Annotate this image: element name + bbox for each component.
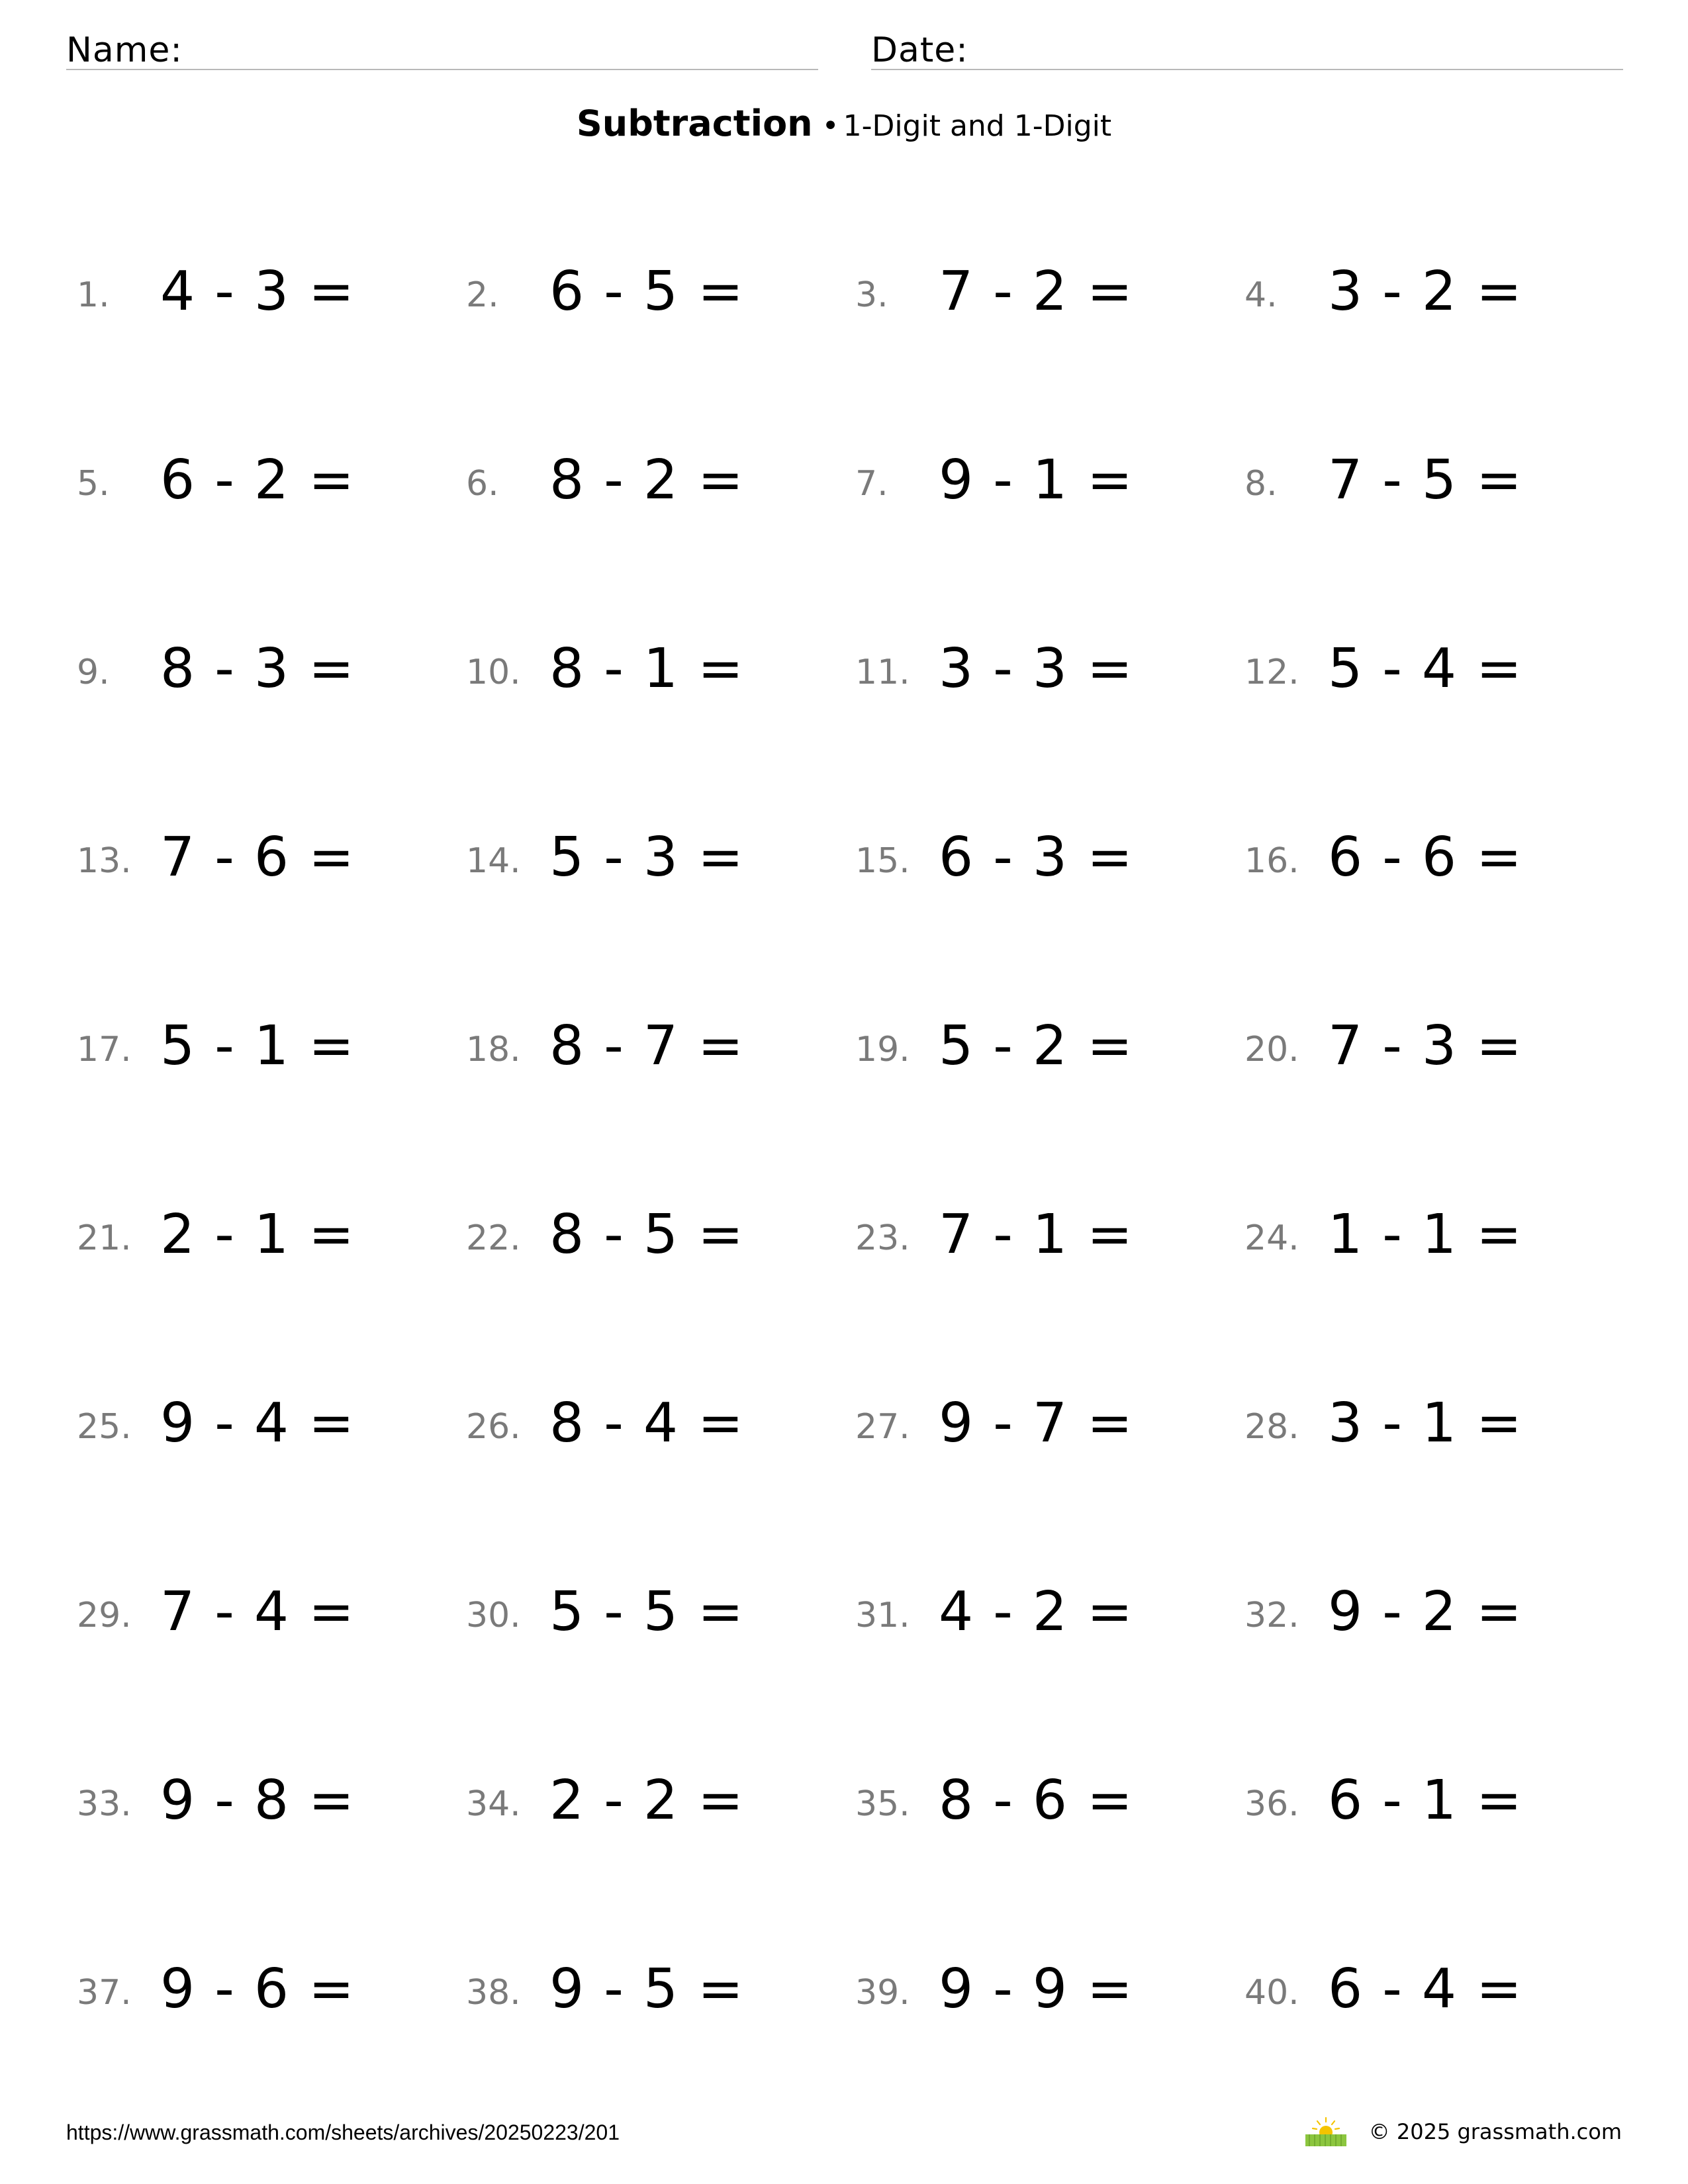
problem-item [77,622,466,702]
problem-expression: 6 - 1 = [1328,1769,1523,1832]
problem-expression: 8 - 4 = [549,1392,745,1455]
problem-expression: 7 - 2 = [939,260,1134,323]
problem-number: 25. [77,1407,132,1447]
problem-number: 32. [1244,1596,1299,1635]
problem-expression: 8 - 5 = [549,1203,745,1266]
title-separator: • [821,109,839,143]
problem-number: 39. [855,1973,910,2013]
problem-item [1244,245,1634,324]
problem-item [1244,811,1634,890]
name-label: Name: [66,30,183,70]
problem-expression: 5 - 2 = [939,1015,1134,1077]
worksheet-title [0,103,1688,144]
problem-item [77,1565,466,1645]
problem-number: 27. [855,1407,910,1447]
problem-expression: 8 - 7 = [549,1015,745,1077]
problem-number: 10. [466,653,521,692]
footer-brand [1303,2115,1622,2148]
name-field[interactable] [66,25,818,70]
problem-expression: 5 - 3 = [549,826,745,889]
problem-expression: 8 - 1 = [549,637,745,700]
problem-number: 36. [1244,1784,1299,1824]
problem-expression: 2 - 2 = [549,1769,745,1832]
problem-expression: 4 - 2 = [939,1580,1134,1643]
problem-item [1244,999,1634,1079]
problem-item [1244,622,1634,702]
problem-item [855,1188,1244,1267]
problem-expression: 3 - 3 = [939,637,1134,700]
problem-item [1244,1377,1634,1456]
problem-item [1244,1565,1634,1645]
problem-item [466,1565,855,1645]
problem-expression: 6 - 6 = [1328,826,1523,889]
problem-item [77,1188,466,1267]
problem-number: 9. [77,653,110,692]
problem-expression: 4 - 3 = [160,260,355,323]
problem-expression: 1 - 1 = [1328,1203,1523,1266]
footer-url: https://www.grassmath.com/sheets/archives/20250223/201 [66,2120,620,2144]
problem-number: 15. [855,841,910,881]
problem-number: 1. [77,275,110,315]
problem-item [855,1565,1244,1645]
problem-number: 18. [466,1030,521,1069]
problem-number: 19. [855,1030,910,1069]
problem-expression: 3 - 2 = [1328,260,1523,323]
problem-number: 20. [1244,1030,1299,1069]
problem-number: 40. [1244,1973,1299,2013]
problem-item [855,1754,1244,1833]
problem-item [466,1754,855,1833]
problem-expression: 9 - 1 = [939,449,1134,512]
problem-number: 30. [466,1596,521,1635]
problem-number: 23. [855,1218,910,1258]
problem-item [77,999,466,1079]
problem-expression: 9 - 8 = [160,1769,355,1832]
problem-number: 35. [855,1784,910,1824]
problem-item [466,433,855,513]
problem-item [1244,433,1634,513]
problem-item [77,1754,466,1833]
problem-item [855,999,1244,1079]
grass-sun-logo-icon [1303,2116,1349,2148]
problem-item [466,1188,855,1267]
problem-item [855,1942,1244,2022]
problem-number: 29. [77,1596,132,1635]
problem-number: 14. [466,841,521,881]
problem-number: 2. [466,275,499,315]
problem-number: 16. [1244,841,1299,881]
problem-item [855,622,1244,702]
date-field[interactable] [871,25,1623,70]
problem-item [1244,1942,1634,2022]
problem-item [466,1377,855,1456]
problem-number: 17. [77,1030,132,1069]
problem-expression: 9 - 6 = [160,1958,355,2021]
problem-number: 7. [855,464,888,504]
problem-item [77,433,466,513]
problem-number: 11. [855,653,910,692]
problem-number: 8. [1244,464,1278,504]
problem-item [77,1377,466,1456]
problem-expression: 7 - 3 = [1328,1015,1523,1077]
problem-number: 22. [466,1218,521,1258]
problem-number: 26. [466,1407,521,1447]
problem-item [466,622,855,702]
problem-item [77,1942,466,2022]
problem-number: 37. [77,1973,132,2013]
problem-number: 31. [855,1596,910,1635]
problem-item [855,811,1244,890]
problem-item [466,245,855,324]
problem-item [1244,1754,1634,1833]
problem-expression: 6 - 4 = [1328,1958,1523,2021]
problem-number: 6. [466,464,499,504]
problem-item [466,1942,855,2022]
problem-expression: 9 - 4 = [160,1392,355,1455]
footer-copyright: © 2025 grassmath.com [1368,2119,1622,2144]
problem-expression: 7 - 4 = [160,1580,355,1643]
problem-expression: 6 - 3 = [939,826,1134,889]
date-label: Date: [871,30,968,70]
problem-item [855,1377,1244,1456]
problem-expression: 6 - 2 = [160,449,355,512]
problem-expression: 5 - 1 = [160,1015,355,1077]
problem-expression: 7 - 5 = [1328,449,1523,512]
title-subtitle: 1-Digit and 1-Digit [843,109,1112,143]
problem-item [466,999,855,1079]
problem-expression: 8 - 2 = [549,449,745,512]
problem-number: 38. [466,1973,521,2013]
problem-expression: 5 - 5 = [549,1580,745,1643]
title-main: Subtraction [576,103,813,144]
problem-expression: 9 - 5 = [549,1958,745,2021]
problem-number: 21. [77,1218,132,1258]
problem-number: 28. [1244,1407,1299,1447]
problem-number: 13. [77,841,132,881]
problem-expression: 9 - 2 = [1328,1580,1523,1643]
problem-item [77,245,466,324]
problem-number: 5. [77,464,110,504]
problem-expression: 8 - 6 = [939,1769,1134,1832]
problem-number: 3. [855,275,888,315]
problem-expression: 9 - 7 = [939,1392,1134,1455]
problem-item [855,433,1244,513]
problem-number: 34. [466,1784,521,1824]
problem-number: 24. [1244,1218,1299,1258]
problem-expression: 7 - 6 = [160,826,355,889]
problem-grid [77,245,1634,2131]
problem-item [855,245,1244,324]
problem-number: 33. [77,1784,132,1824]
problem-item [77,811,466,890]
problem-expression: 8 - 3 = [160,637,355,700]
problem-item [466,811,855,890]
problem-number: 4. [1244,275,1278,315]
problem-expression: 9 - 9 = [939,1958,1134,2021]
problem-expression: 3 - 1 = [1328,1392,1523,1455]
problem-expression: 5 - 4 = [1328,637,1523,700]
problem-number: 12. [1244,653,1299,692]
header [66,25,1623,69]
problem-expression: 6 - 5 = [549,260,745,323]
problem-expression: 7 - 1 = [939,1203,1134,1266]
problem-item [1244,1188,1634,1267]
problem-expression: 2 - 1 = [160,1203,355,1266]
